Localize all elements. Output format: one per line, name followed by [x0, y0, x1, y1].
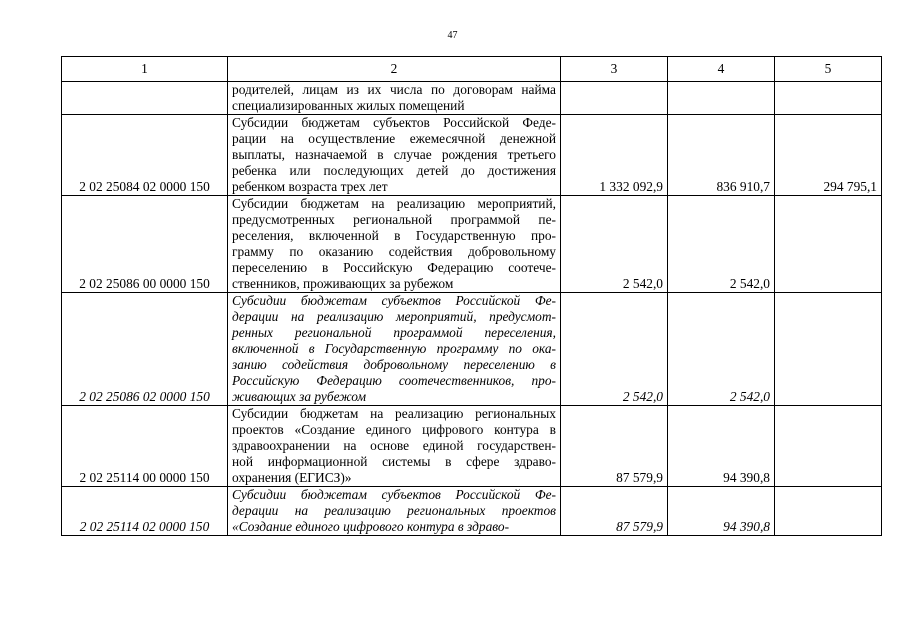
row-description-cell [228, 82, 561, 115]
row-description-cell [228, 196, 561, 293]
row-value-v5 [775, 406, 882, 487]
row-value-v5 [775, 487, 882, 536]
description-line: реселения, включенной в Государственную про- [232, 228, 556, 243]
column-header-1: 1 [62, 57, 228, 82]
description-line: ренных региональной программой переселения, [232, 325, 556, 340]
description-line: здравоохранении на основе единой государствен- [232, 438, 556, 453]
column-header-2: 2 [228, 57, 561, 82]
table-row [62, 82, 882, 115]
page-number: 47 [447, 30, 458, 41]
description-line: специализированных жилых помещений [232, 98, 465, 113]
description-line: Субсидии бюджетам на реализацию региональных [232, 406, 556, 421]
description-line: грамму по оказанию содействия добровольному [232, 244, 556, 259]
description-line: предусмотренных региональной программой пе- [232, 212, 556, 227]
description-line: занию содействия добровольному переселению в [232, 357, 556, 372]
description-line: Российскую Федерацию соотечественников, про- [232, 373, 556, 388]
description-line: переселению в Российскую Федерацию соотече- [232, 260, 556, 275]
description-line: проектов «Создание единого цифрового контура в [232, 422, 556, 437]
description-line: родителей, лицам из их числа по договорам найма [232, 82, 556, 97]
description-line: ственников, проживающих за рубежом [232, 276, 454, 291]
row-description-cell [228, 406, 561, 487]
row-code-cell: 2 02 25086 00 0000 150 [62, 196, 228, 293]
description-line: ной информационной системы в сфере здраво- [232, 454, 556, 469]
table-row [62, 293, 882, 406]
row-description-cell [228, 293, 561, 406]
column-header-5: 5 [775, 57, 882, 82]
table-body [62, 82, 882, 536]
table-row [62, 196, 882, 293]
row-value-v4: 836 910,7 [668, 115, 775, 196]
table-header-row [62, 57, 882, 82]
row-value-v5 [775, 293, 882, 406]
row-value-v4: 94 390,8 [668, 406, 775, 487]
table-row [62, 406, 882, 487]
row-value-v3: 2 542,0 [561, 196, 668, 293]
table-row [62, 115, 882, 196]
description-line: живающих за рубежом [232, 389, 367, 404]
row-value-v5 [775, 196, 882, 293]
row-value-v3: 87 579,9 [561, 406, 668, 487]
description-line: Субсидии бюджетам на реализацию мероприятий, [232, 196, 556, 211]
row-value-v4: 2 542,0 [668, 293, 775, 406]
description-line: Субсидии бюджетам субъектов Российской Фе- [232, 293, 556, 308]
description-line: охранения (ЕГИСЗ)» [232, 470, 352, 485]
row-value-v3: 1 332 092,9 [561, 115, 668, 196]
row-value-v5: 294 795,1 [775, 115, 882, 196]
row-value-v3: 2 542,0 [561, 293, 668, 406]
row-value-v4 [668, 82, 775, 115]
description-line: выплаты, назначаемой в случае рождения третьего [232, 147, 556, 162]
row-code-cell: 2 02 25086 02 0000 150 [62, 293, 228, 406]
row-code-cell: 2 02 25114 02 0000 150 [62, 487, 228, 536]
column-header-4: 4 [668, 57, 775, 82]
row-code-cell [62, 82, 228, 115]
description-line: ребенком возраста трех лет [232, 179, 388, 194]
row-value-v5 [775, 82, 882, 115]
description-line: включенной в Государственную программу по ока- [232, 341, 556, 356]
description-line: Субсидии бюджетам субъектов Российской Феде- [232, 115, 556, 130]
description-line: дерации на реализацию мероприятий, предусмот- [232, 309, 556, 324]
description-line: дерации на реализацию региональных проектов [232, 503, 556, 518]
row-value-v4: 94 390,8 [668, 487, 775, 536]
description-line: «Создание единого цифрового контура в здраво- [232, 519, 510, 534]
description-line: рации на осуществление ежемесячной денежной [232, 131, 556, 146]
row-description-cell [228, 115, 561, 196]
row-code-cell: 2 02 25114 00 0000 150 [62, 406, 228, 487]
row-description-cell [228, 487, 561, 536]
description-line: ребенка или последующих детей до достижения [232, 163, 556, 178]
row-code-cell: 2 02 25084 02 0000 150 [62, 115, 228, 196]
description-line: Субсидии бюджетам субъектов Российской Фе- [232, 487, 556, 502]
row-value-v3: 87 579,9 [561, 487, 668, 536]
row-value-v4: 2 542,0 [668, 196, 775, 293]
budget-table [61, 56, 882, 536]
table-row [62, 487, 882, 536]
row-value-v3 [561, 82, 668, 115]
column-header-3: 3 [561, 57, 668, 82]
